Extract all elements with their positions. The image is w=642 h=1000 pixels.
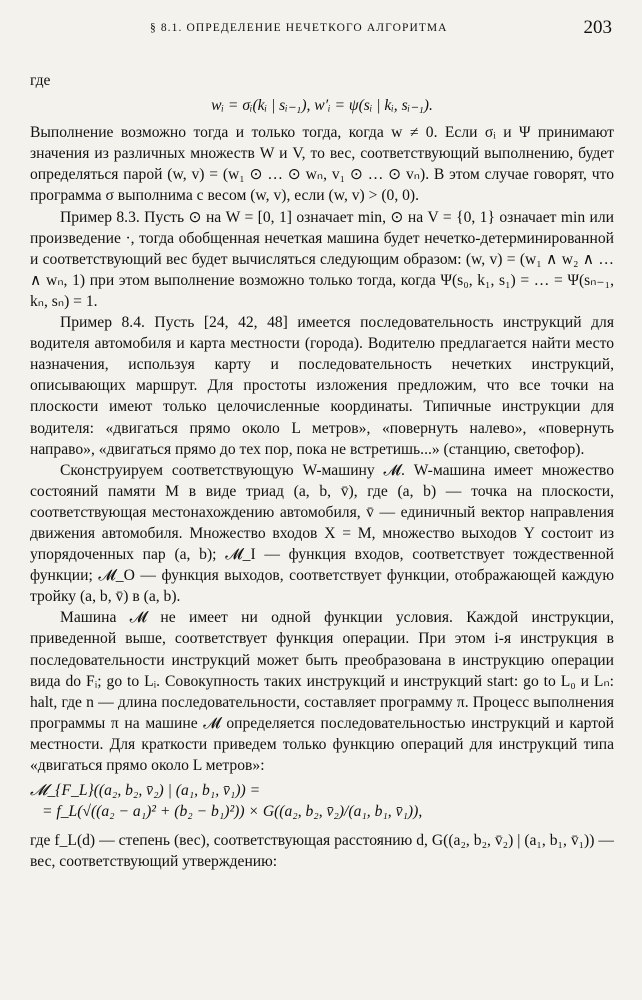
paragraph: Машина 𝓜 не имеет ни одной функции условия. Каждой инструкции, приведенной выше, соответствует функция операции. При этом i-я инструкция в последовательности инструкций может быть преобразована в инструкцию операции вида do Fᵢ; go to Lᵢ. Совокупность таких инструкций и инструкций start: go to L₀ и Lₙ: halt, где n — длина последовательности, составляет программу π. Процесс выполнения программы π на машине 𝓜 определяется последовательностью инструкций и картой местности. Для краткости приведем только функцию операций для инструкций типа «двигаться прямо около L метров»: bbox=[30, 609, 614, 774]
page-number: 203 bbox=[583, 17, 612, 38]
example-8-4: Пример 8.4. Пусть [24, 42, 48] имеется последовательность инструкций для водителя автомобиля и карта местности (города). Водителю предлагается найти место назначения, используя карту и последовательность нечетких инструкций, описывающих маршрут. Для простоты изложения предложим, что все точки на плоскости имеют только целочисленные координаты. Типичные инструкции для водителя: «двигаться прямо около L метров», «повернуть налево», «повернуть направо», «двигаться прямо до тех пор, пока не встретишь...» (станцию, светофор). bbox=[30, 314, 614, 458]
formula-operation-lhs: 𝓜_{F_L}((a₂, b₂, v̄₂) | (a₁, b₁, v̄₁)) = bbox=[30, 782, 261, 800]
paragraph: где f_L(d) — степень (вес), соответствующая расстоянию d, G((a₂, b₂, v̄₂) | (a₁, b₁, v̄₁)) — вес, соответствующий утверждению: bbox=[30, 832, 614, 871]
where-word: где bbox=[30, 72, 51, 89]
example-8-3: Пример 8.3. Пусть ⊙ на W = [0, 1] означает min, ⊙ на V = {0, 1} означает min или произведение ·, тогда обобщенная нечеткая машина будет нечетко-детерминированной и соответствующий вес будет вычисляться следующим образом: (w, v) = (w₁ ∧ w₂ ∧ … ∧ wₙ, 1) при этом выполнение возможно только тогда, когда Ψ(s₀, k₁, s₁) = … = Ψ(sₙ₋₁, kₙ, sₙ) = 1. bbox=[30, 208, 614, 310]
paragraph: Сконструируем соответствующую W-машину 𝓜. W-машина имеет множество состояний памяти M в виде триад (a, b, v̄), где (a, b) — точка на плоскости, соответствующая местонахождению автомобиля, v̄ — единичный вектор направления движения автомобиля. Множество входов X = M, множество выходов Y состоит из упорядоченных пар (a, b); 𝓜_I — функция входов, соответствует тождественной функции; 𝓜_O — функция выходов, соответствует функции, отображающей каждую тройку (a, b, v̄) в (a, b). bbox=[30, 461, 614, 606]
formula-weights: wᵢ = σᵢ(kᵢ | sᵢ₋₁), w′ᵢ = ψ(sᵢ | kᵢ, sᵢ₋₁). bbox=[211, 97, 433, 115]
page-body bbox=[30, 70, 614, 872]
running-title: § 8.1. ОПРЕДЕЛЕНИЕ НЕЧЕТКОГО АЛГОРИТМА bbox=[150, 22, 448, 34]
formula-operation-rhs: = f_L(√((a₂ − a₁)² + (b₂ − b₁)²)) × G((a₂, b₂, v̄₂)/(a₁, b₁, v̄₁)), bbox=[42, 803, 423, 821]
paragraph: Выполнение возможно тогда и только тогда, когда w ≠ 0. Если σᵢ и Ψ принимают значения из различных множеств W и V, то вес, соответствующий выполнению, будет определяться парой (w, v) = (w₁ ⊙ … ⊙ wₙ, v₁ ⊙ … ⊙ vₙ). В этом случае говорят, что программа σ выполнима с весом (w, v), если (w, v) > (0, 0). bbox=[30, 124, 614, 205]
